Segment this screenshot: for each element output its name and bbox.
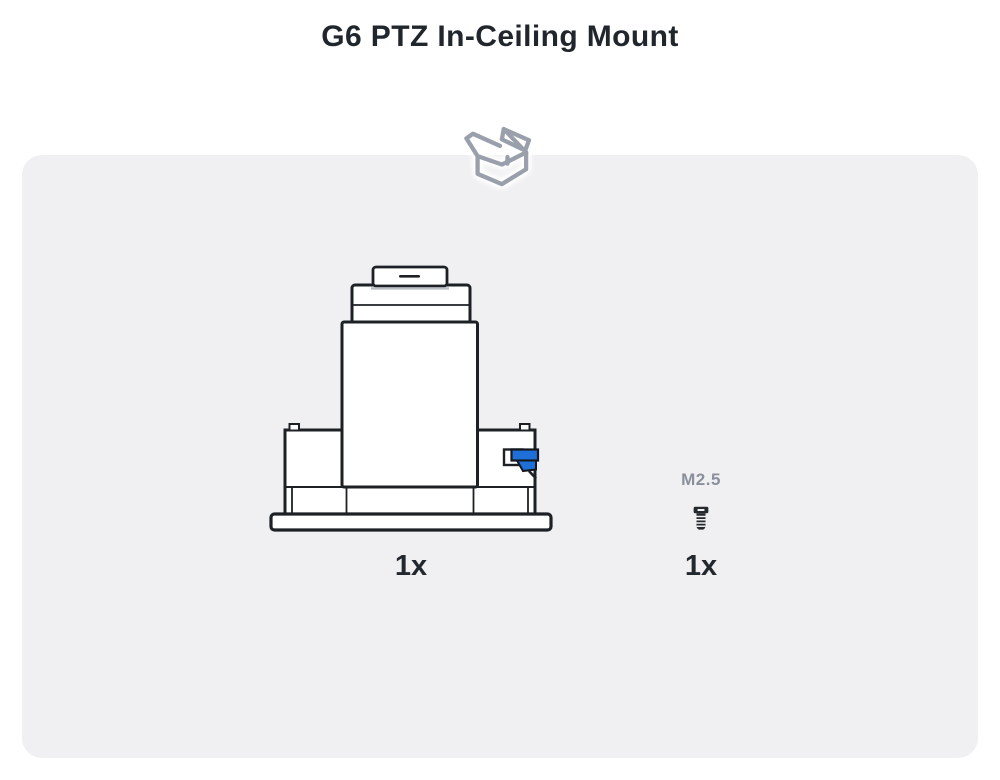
in-ceiling-mount-illustration — [265, 258, 557, 536]
mount-quantity-label: 1x — [394, 550, 428, 582]
screw-quantity-label: 1x — [684, 550, 718, 582]
screw-size-label: M2.5 — [681, 470, 721, 489]
page-title: G6 PTZ In-Ceiling Mount — [321, 20, 679, 53]
screw-icon — [692, 505, 710, 533]
open-box-icon — [458, 116, 542, 200]
